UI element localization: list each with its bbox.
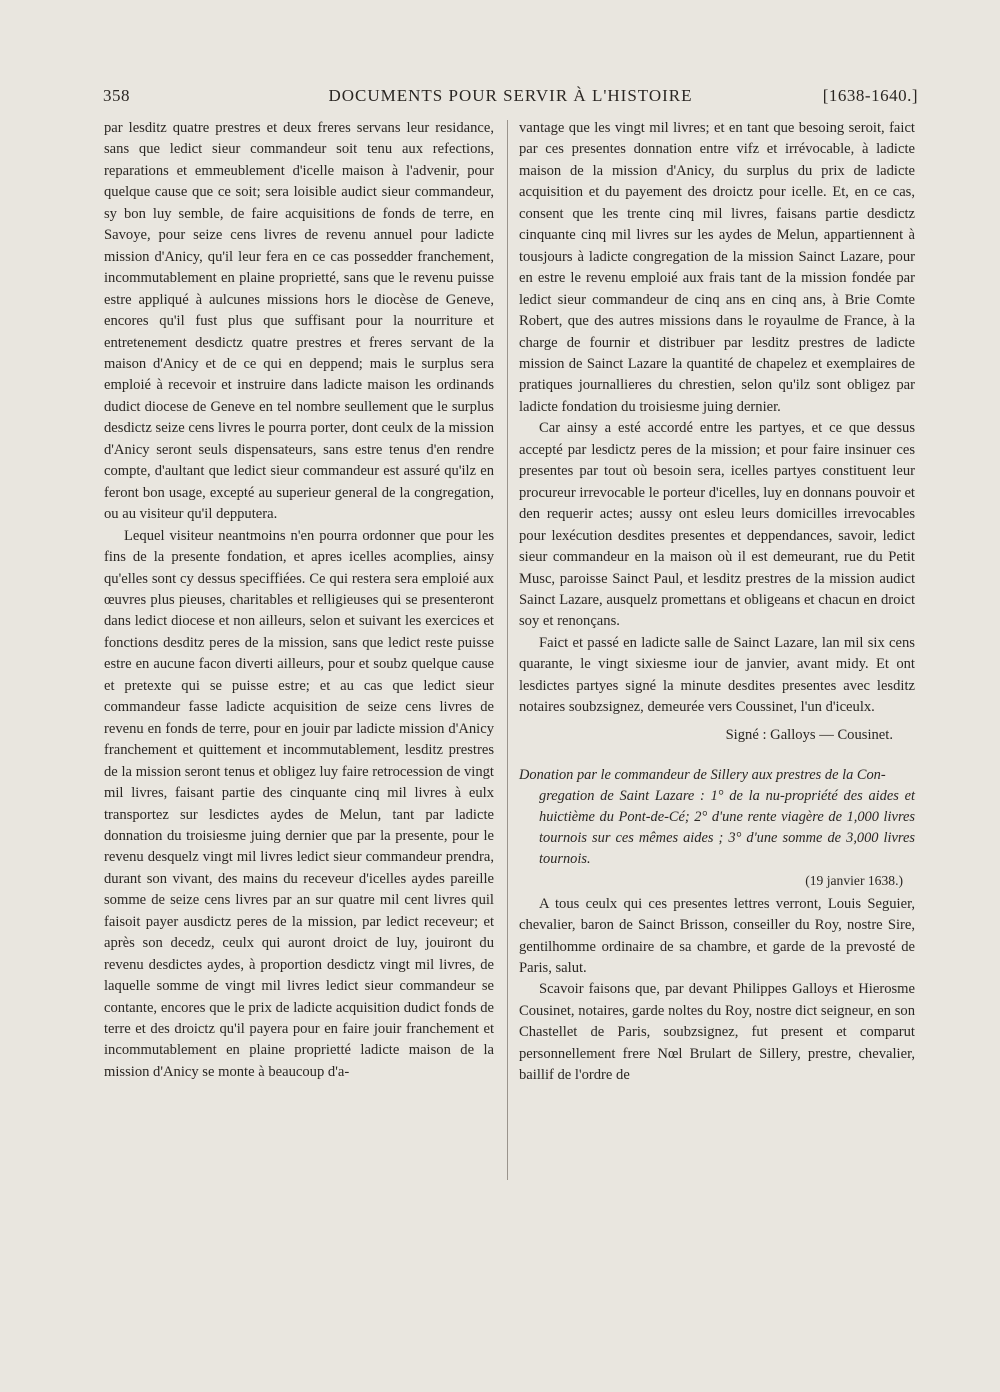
section-title-lead: Donation par le commandeur de Sillery aux prestres de la Con- — [519, 767, 886, 784]
section-title-rest: gregation de Saint Lazare : 1° de la nu-propriété des aides et huictième du Pont-de-Cé; 2° d'une rente viagère de 1,000 livres tournois sur ces mêmes aides ; 3° d'une somme de 3,000 livres tournois. — [539, 788, 915, 868]
section-title — [519, 765, 915, 870]
paragraph: Lequel visiteur neantmoins n'en pourra ordonner que pour les fins de la presente fondation, et apres icelles acomplies, ainsy qu'elles sont cy dessus speciffiées. Ce qui restera sera emploié aux œuvres plus pieuses, charitables et relligieuses qui se presenteront dans ledict diocese et non ailleurs, selon et suivant les exercices et fonctions desditz peres de la mission, sans que ledict reste puisse estre en aucune facon diverti ailleurs, pour et soubz quelque cause et pretexte qui se puisse estre; et au cas que ledict sieur commandeur fasse ladicte acquisition de seize cens livres de revenu en fonds de terre, pour en jouir par ladicte mission d'Anicy franchement et quittement et incommutablement, lesditz prestres de la mission seront tenus et obligez luy faire retrocession de vingt mil livres, faisant partie des cinquante cinq mil livres à eulx transportez sur lesdictes aydes de Melun, tant par ladicte donnation du troisiesme juing dernier que par la presente, pour le revenu desquelz vingt mil livres ledict sieur commandeur prendra, durant son vivant, des mains du receveur d'icelles aydes pareille somme de seize cens livres par an sur quatre mil cent livres quil faisoit payer ausdictz peres de la mission, par ledict receveur; et après son decedz, ceulx qui auront droict de luy, jouiront du revenu desdictes aydes, à proportion desdictz vingt mil livres, de laquelle somme de vingt mil livres ledict sieur commandeur se contante, encores que le prix de ladicte acquisition dudict fonds de terre et des droictz qu'il payera pour en faire jouir franchement et incommutablement en plaine proprietté ladicte maison de la mission d'Anicy se monte à beaucoup d'a- — [104, 527, 494, 1080]
left-column — [104, 118, 494, 1083]
paragraph: vantage que les vingt mil livres; et en tant que besoing seroit, faict par ces presentes donnation entre vifz et irrévocable, à ladicte maison de la mission d'Anicy, du surplus du prix de ladicte acquisition et du payement des droictz pour icelle. Et, en ce cas, consent que les trente cinq mil livres, faisans partie desdictz cinquante cinq mil livres sur les aydes de Melun, appartiennent à tousjours à ladicte congregation de la mission Sainct Lazare, pour en estre le revenu emploié aux frais tant de la mission fondée par ledict sieur commandeur de cinq ans en cinq ans, à Brie Comte Robert, que des autres missions dans le royaulme de France, à la charge de fournir et distribuer par lesditz prestres de ladicte mission de Sainct Lazare la quantité de chapelez et exemplaires de pratiques journallieres du chrestien, selon qu'ilz sont obligez par ladicte fondation du troisiesme juing dernier. — [519, 120, 915, 415]
running-title: DOCUMENTS POUR SERVIR À L'HISTOIRE — [328, 86, 693, 105]
page-number: 358 — [103, 86, 130, 105]
page-header — [103, 86, 918, 112]
paragraph: Faict et passé en ladicte salle de Sainct Lazare, lan mil six cens quarante, le vingt sixiesme iour de janvier, avant midy. Et ont lesdictes partyes signé la minute desdites presentes avec lesditz notaires soubzsignez, demeurée vers Coussinet, l'un d'iceulx. — [519, 634, 915, 716]
column-divider — [507, 120, 508, 1180]
paragraph: A tous ceulx qui ces presentes lettres verront, Louis Seguier, chevalier, baron de Sainct Brisson, conseiller du Roy, nostre Sire, gentilhomme ordinaire de sa chambre, et garde de la prevosté de Paris, salut. — [519, 895, 915, 976]
paragraph: par lesditz quatre prestres et deux freres servans leur residance, sans que ledict sieur commandeur soit tenu aux refections, reparations et emmeublement d'icelle maison à l'advenir, pour quelque cause que ce soit; sera loisible audict sieur commandeur, sy bon luy semble, de faire acquisitions de fonds de terre, en Savoye, pour seize cens livres de revenu annuel pour ladicte mission d'Anicy, qu'il leur fera en ce cas possedder franchement, incommutablement en plaine proprietté, sans que le revenu puisse estre appliqué à aulcunes missions hors le diocèse de Geneve, encores qu'il fust plus que suffisant pour la nourriture et entretenement desdictz quatre prestres et freres servant de la maison d'Anicy et de ce qui en deppend; mais le surplus sera emploié à recevoir et instruire dans ladicte maison les ordinands dudict diocese de Geneve en tel nombre seullement que le surplus desdictz seize cens livres le pourra porter, dont ceulx de la mission d'Anicy seront seuls dispensateurs, sans estre tenus d'en rendre compte, d'aultant que ledict sieur commandeur est assuré qu'ilz en feront bon usage, excepté au superieur general de la congregation, ou au visiteur qu'il depputera. — [104, 120, 494, 523]
paragraph: Car ainsy a esté accordé entre les partyes, et ce que dessus accepté par lesdictz peres de la mission; et pour faire insinuer ces presentes par tout où besoin sera, icelles partyes constituent leur procureur irrevocable le porteur d'icelles, luy en donnans pouvoir et den requerir actes; aussy ont esleu leurs domicilles irrevocables pour lexécution desdites presentes et deppendances, savoir, ledict sieur commandeur en la maison où il est demeurant, rue du Petit Musc, paroisse Sainct Paul, et lesditz prestres de la mission audict Sainct Lazare, ausquelz promettans et obligeans et chacun en droict soy et renonçans. — [519, 420, 915, 630]
paragraph: Scavoir faisons que, par devant Philippes Galloys et Hierosme Cousinet, notaires, garde noltes du Roy, nostre dict seigneur, en son Chastellet de Paris, soubzsignez, fut present et comparut personnellement frere Nœl Brulart de Sillery, prestre, chevalier, baillif de l'ordre de — [519, 981, 915, 1084]
right-column — [519, 118, 915, 1087]
section-date: (19 janvier 1638.) — [805, 873, 903, 889]
date-range: [1638-1640.] — [822, 86, 918, 105]
signature-line: Signé : Galloys — Cousinet. — [725, 726, 893, 743]
